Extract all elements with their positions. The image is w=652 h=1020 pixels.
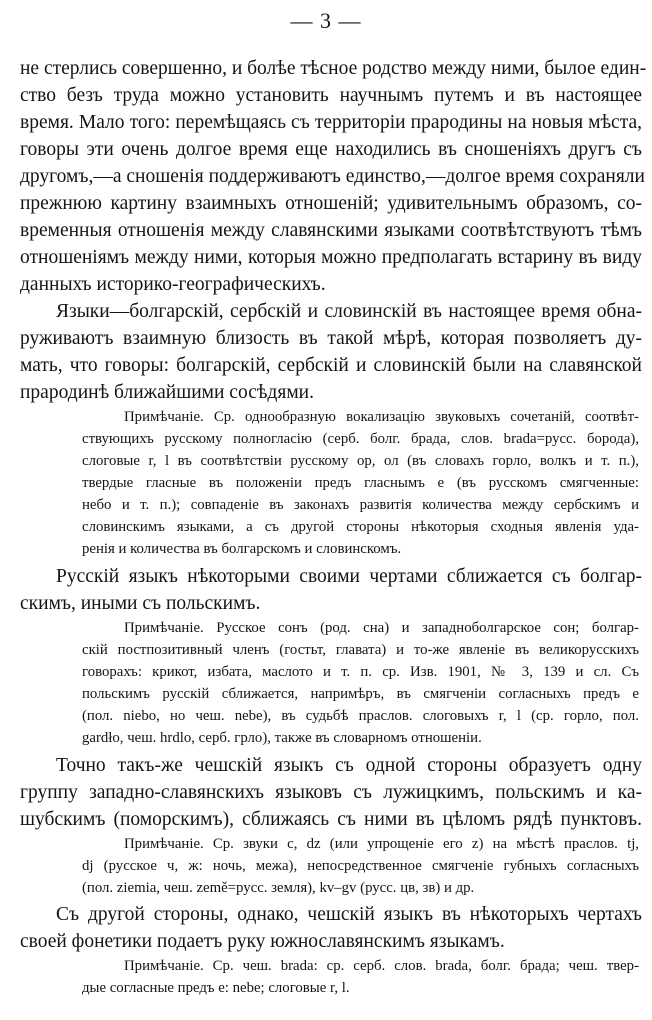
text-line: ство безъ труда можно установить научнымъ путемъ и въ настоящее [20,85,642,106]
text-line: прародинѣ ближайшими сосѣдями. [20,382,314,403]
text-line: между чешскимъ и польскимъ языкомъ, а кашубскій, близко подходя къ [48,998,80,999]
text-line: отношеніямъ между ними, которыя можно предполагать встарину въ виду [20,247,642,268]
text-line: говоры эти очень долгое время еще находились въ сношеніяхъ другъ съ [20,139,642,160]
text-line: другомъ,—а сношенія поддерживаютъ единство,—долгое время сохраняли [20,166,645,187]
text-line: ми особенностями связанъ съ былымъ полабскимъ языкомъ (каш. karva [111,998,143,999]
page-number: — 3 — [290,8,362,33]
text-line: прежнюю картину взаимныхъ отношеній; удивительнымъ образомъ, со- [20,193,642,214]
note-line: говорахъ: крикот, избата, маслото и т. п. ср. Изв. 1901, № 3, 139 и сл. Съ [82,664,639,680]
text-line: временныя отношенія между славянскими языками соотвѣтствуютъ тѣмъ [20,220,642,241]
note-line: dj (русское ч, ж: ночь, межа), непосредственное смягченіе губныхъ согласныхъ [82,858,639,874]
note-line: Примѣчаніе. Ср. звуки с, dz (или упрощеніе его z) на мѣстѣ праслов. tj, [124,836,639,852]
text-line: Точно такъ-же чешскій языкъ съ одной стороны образуетъ одну [56,755,642,776]
note-line: gardło, чеш. hrdlo, серб. грло), также въ словарномъ отношеніи. [82,730,482,746]
note-line: Примѣчаніе. Ср. однообразную вокализацію звуковыхъ сочетаній, соотвѣт- [124,409,639,425]
text-line: группу западно-славянскихъ языковъ съ лужицкимъ, польскимъ и ка- [20,782,642,803]
text-line: данныхъ историко-географическихъ. [20,274,326,295]
note-line: скій постпозитивный членъ (гостьт, главата) и то-же явленіе въ великорусскихъ [82,642,639,658]
note-line: словинскимъ языками, а съ другой стороны нѣкоторыя сходныя явленія уда- [82,519,639,535]
text-line: польскому въ большинствѣ характерныхъ чертъ своихъ, нѣкоторыми свои- [79,998,112,999]
note-line: небо и т. п.); совпаденіе въ законахъ развитія количества между сербскимъ и [82,497,639,513]
final-paragraph [20,998,642,1018]
text-line: Наконецъ, лужицкія нарѣчія занимаютъ промежуточное положеніе [20,998,49,999]
note-line: Примѣчаніе. Русское сонъ (род. сна) и западноболгарское сон; болгар- [124,620,639,636]
text-line: своей фонетики подаетъ руку южнославянскимъ языкамъ. [20,931,505,952]
note-line: дые согласные предъ е: nebe; слоговые r, l. [82,980,350,996]
text-line: скимъ, иными съ польскимъ. [20,593,261,614]
text-line: мать, что говоры: болгарскій, сербскій и словинскій были на славянской [20,355,642,376]
note-line: (пол. ziemia, чеш. země=русс. земля), kv–gv (русс. цв, зв) и др. [82,880,475,896]
text-line: не стерлись совершенно, и болѣе тѣсное родство между ними, былое един- [20,58,647,79]
note-line: польскимъ русскій сближается, напримѣръ, въ смягченіи согласныхъ предъ е [82,686,639,702]
text-line: Русскій языкъ нѣкоторыми своими чертами сближается съ болгар- [56,566,642,587]
text-line: =пол. krova, русск. корова). [142,998,155,999]
note-line: слоговые r, l въ соотвѣтствіи русскому ор, ол (въ словахъ горло, волкъ и т. п.), [82,453,639,469]
text-line: руживаютъ взаимную близость въ такой мѣрѣ, которая позволяетъ ду- [20,328,642,349]
note-line: Примѣчаніе. Ср. чеш. brada: ср. серб. слов. brada, болг. брада; чеш. твер- [124,958,639,974]
text-line: Языки—болгарскій, сербскій и словинскій въ настоящее время обна- [56,301,642,322]
text-line: Съ другой стороны, однако, чешскій языкъ въ нѣкоторыхъ чертахъ [56,904,642,925]
note-line: твердые гласные въ положеніи предъ гласнымъ е (въ русскомъ смягченные: [82,475,639,491]
text-line: время. Мало того: перемѣщаясь съ территоріи прародины на новыя мѣста, [20,112,642,133]
note-line: (пол. niebo, но чеш. nebe), въ судьбѣ праслов. слоговыхъ r, l (ср. горло, пол. [82,708,639,724]
note-line: ствующихъ русскому полногласію (серб. болг. брада, слов. brada=русс. борода), [82,431,639,447]
note-line: ренія и количества въ болгарскомъ и словинскомъ. [82,541,402,557]
text-line: шубскимъ (поморскимъ), сближаясь съ ними въ цѣломъ рядѣ пунктовъ. [20,809,642,830]
